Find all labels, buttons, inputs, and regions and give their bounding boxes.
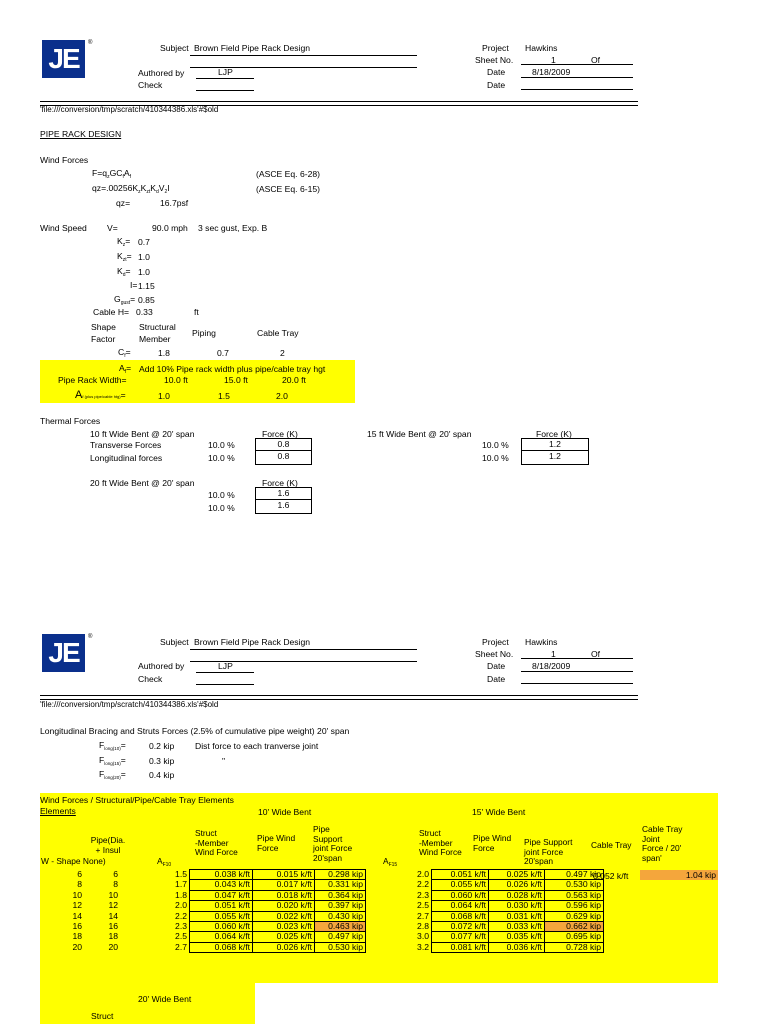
cell-ps10: 0.397 kip — [315, 901, 366, 911]
subject-label: Subject — [160, 43, 189, 53]
eq2-note: (ASCE Eq. 6-15) — [256, 184, 320, 194]
h-pipewind-10: Pipe Wind Force — [257, 833, 296, 853]
thermal-20-force-label: Force (K) — [262, 478, 298, 488]
thermal-title: Thermal Forces — [40, 416, 101, 426]
subject-value-2: Brown Field Pipe Rack Design — [194, 637, 311, 647]
factor-label: $K_{zt}=$ — [117, 251, 132, 263]
bent20-title: 20' Wide Bent — [138, 994, 192, 1004]
thermal-transverse-label: Transverse Forces — [90, 440, 162, 450]
cell-ps15: 0.662 kip — [545, 922, 604, 932]
cell-pw15: 0.030 k/ft — [489, 901, 545, 911]
cell-s15: 0.077 k/ft — [432, 932, 489, 942]
cell-ps10: 0.430 kip — [315, 911, 366, 921]
cf-label: $C_f=$ — [118, 347, 131, 359]
cell-af15: 2.8 — [417, 921, 429, 932]
date-underline — [521, 77, 633, 78]
af-plus-20: 2.0 — [276, 391, 288, 401]
authored-underline — [196, 78, 254, 79]
wind-table-title: Wind Forces / Structural/Pipe/Cable Tray Elements — [40, 795, 234, 805]
cell-af15: 2.7 — [417, 910, 429, 921]
af-plus-label: Af (plus pipe/cable htg)= — [75, 389, 126, 401]
factor-label: Factor — [91, 334, 116, 344]
h-af10: $A_{F10}$ — [157, 856, 172, 868]
table-row — [40, 880, 604, 890]
cell-af15: 3.0 — [417, 931, 429, 942]
shape-label: Shape — [91, 322, 116, 332]
project-label-2: Project — [482, 637, 509, 647]
thermal-10-pct-2: 10.0 % — [208, 453, 235, 463]
af-plus-10: 1.0 — [158, 391, 170, 401]
check-underline — [196, 90, 254, 91]
check-label: Check — [138, 80, 163, 90]
company-logo: JE — [42, 40, 85, 78]
rack-width-label: Pipe Rack Width= — [58, 375, 127, 385]
rack-width-10: 10.0 ft — [164, 375, 188, 385]
cell-pw15: 0.036 k/ft — [489, 942, 545, 952]
cell-w: 18 — [72, 931, 82, 942]
date-value: 8/18/2009 — [532, 67, 571, 77]
subject-underline — [190, 55, 417, 56]
qz-label: qz= — [116, 198, 131, 208]
thermal-10-pct-1: 10.0 % — [208, 440, 235, 450]
cell-pw10: 0.026 k/ft — [253, 942, 315, 952]
cable-h-unit: ft — [194, 307, 199, 317]
h-ct-joint: Cable Tray Joint Force / 20' span' — [642, 824, 683, 863]
of-label-2: Of — [591, 649, 601, 659]
thermal-10-title: 10 ft Wide Bent @ 20' span — [90, 429, 195, 439]
cell-s10: 0.068 k/ft — [190, 942, 253, 952]
cell-ps10: 0.364 kip — [315, 890, 366, 900]
bent20-struct: Struct — [91, 1011, 114, 1021]
cell-ps10: 0.298 kip — [315, 870, 366, 880]
date-value-2: 8/18/2009 — [532, 661, 571, 671]
factor-label: $G_{gust}=$ — [114, 294, 136, 306]
cell-ps10: 0.463 kip — [315, 922, 366, 932]
cell-af10: 2.7 — [175, 941, 187, 952]
h-struct-15: Struct -Member Wind Force — [419, 828, 462, 857]
cell-pw10: 0.020 k/ft — [253, 901, 315, 911]
cable-tray-joint-force: 1.04 kip — [640, 870, 718, 880]
wind-speed-value: 90.0 mph — [152, 223, 188, 233]
thermal-20-pct-1: 10.0 % — [208, 490, 235, 500]
wind-forces-title: Wind Forces — [40, 155, 89, 165]
cf-structural: 1.8 — [158, 348, 170, 358]
cell-pw15: 0.025 k/ft — [489, 870, 545, 880]
check-underline-2 — [196, 684, 254, 685]
cell-pw15: 0.026 k/ft — [489, 880, 545, 890]
h-cable-tray: Cable Tray — [591, 840, 632, 850]
table-row — [40, 942, 604, 952]
cell-w: 20 — [72, 941, 82, 952]
af-note: Add 10% Pipe rack width plus pipe/cable tray hgt — [139, 364, 326, 374]
cell-p: 6 — [113, 869, 118, 879]
cable-h-label: Cable H= — [93, 307, 130, 317]
factor-value: 0.85 — [138, 295, 155, 305]
cell-af15: 2.0 — [417, 869, 429, 879]
sheet-label-2: Sheet No. — [475, 649, 514, 659]
cell-pw10: 0.023 k/ft — [253, 922, 315, 932]
cell-s15: 0.051 k/ft — [432, 870, 489, 880]
cell-w: 12 — [72, 900, 82, 911]
thermal-15-pct-2: 10.0 % — [482, 453, 509, 463]
cell-s10: 0.038 k/ft — [190, 870, 253, 880]
cell-ps10: 0.331 kip — [315, 880, 366, 890]
table-row — [40, 932, 604, 942]
cell-af10: 2.3 — [175, 921, 187, 932]
member-label: Member — [139, 334, 171, 344]
cell-s10: 0.047 k/ft — [190, 890, 253, 900]
cell-ps15: 0.695 kip — [545, 932, 604, 942]
cell-w: 16 — [72, 921, 82, 932]
file-path-2: 'file:///conversion/tmp/scratch/410344386.xls'#$old — [40, 700, 219, 709]
wind-speed-v: V= — [107, 223, 118, 233]
registered-mark: ® — [88, 40, 93, 46]
elements-label: Elements — [40, 806, 76, 816]
cell-pw10: 0.017 k/ft — [253, 880, 315, 890]
project-label: Project — [482, 43, 509, 53]
authored-label-2: Authored by — [138, 661, 185, 671]
table-row — [40, 870, 604, 880]
cell-pw10: 0.015 k/ft — [253, 870, 315, 880]
eq1: $F=q_zGC_fA_f$ — [92, 168, 131, 180]
cell-s15: 0.064 k/ft — [432, 901, 489, 911]
cell-w: 14 — [72, 910, 82, 921]
piping-label: Piping — [192, 328, 216, 338]
cell-ps15: 0.563 kip — [545, 890, 604, 900]
factor-label: $K_z=$ — [117, 236, 131, 248]
factor-value: 1.0 — [138, 267, 150, 277]
date2-label: Date — [487, 80, 506, 90]
thermal-longitudinal-label: Longitudinal forces — [90, 453, 163, 463]
cell-p: 12 — [108, 900, 118, 911]
sheet-underline-2 — [521, 658, 633, 659]
cell-p: 20 — [108, 941, 118, 952]
thermal-10-force-1: 0.8 — [255, 438, 312, 451]
thermal-20-force-1: 1.6 — [255, 487, 312, 500]
cell-p: 18 — [108, 931, 118, 942]
flong-label: $F_{long(10)}=$ — [99, 740, 126, 751]
table-row — [40, 922, 604, 932]
thermal-15-title: 15 ft Wide Bent @ 20' span — [367, 429, 472, 439]
h-pipewind-15: Pipe Wind Force — [473, 833, 512, 853]
cf-cable-tray: 2 — [280, 348, 285, 358]
cell-af15: 2.3 — [417, 889, 429, 900]
wind-forces-table — [40, 869, 604, 953]
eq1-note: (ASCE Eq. 6-28) — [256, 169, 320, 179]
thermal-15-force-1: 1.2 — [521, 438, 589, 451]
date-label-2: Date — [487, 661, 506, 671]
cell-af10: 2.0 — [175, 900, 187, 911]
cell-s15: 0.055 k/ft — [432, 880, 489, 890]
cell-s15: 0.068 k/ft — [432, 911, 489, 921]
af-plus-15: 1.5 — [218, 391, 230, 401]
factor-value: 1.15 — [138, 281, 155, 291]
cell-s10: 0.064 k/ft — [190, 932, 253, 942]
date-label: Date — [487, 67, 506, 77]
authored-label: Authored by — [138, 68, 185, 78]
file-path: 'file:///conversion/tmp/scratch/410344386.xls'#$old — [40, 105, 219, 114]
table-row — [40, 890, 604, 900]
h-struct-10: Struct -Member Wind Force — [195, 828, 238, 857]
cell-w: 6 — [77, 869, 82, 879]
table-row — [40, 901, 604, 911]
cell-af15: 2.2 — [417, 879, 429, 890]
thermal-15-force-label: Force (K) — [536, 429, 572, 439]
cell-pw15: 0.031 k/ft — [489, 911, 545, 921]
cell-ps15: 0.728 kip — [545, 942, 604, 952]
thermal-10-force-2: 0.8 — [255, 450, 312, 465]
cell-pw10: 0.022 k/ft — [253, 911, 315, 921]
sheet-no: 1 — [551, 55, 556, 65]
cell-pw10: 0.025 k/ft — [253, 932, 315, 942]
flong-label: $F_{long(15)}=$ — [99, 755, 126, 766]
flong-label: $F_{long(20)}=$ — [99, 769, 126, 780]
cell-pw15: 0.033 k/ft — [489, 922, 545, 932]
check-label-2: Check — [138, 674, 163, 684]
cell-w: 10 — [72, 889, 82, 900]
flong-value: 0.3 kip — [149, 756, 175, 766]
authored-value: LJP — [218, 67, 233, 77]
subject-underline-p2 — [190, 649, 417, 650]
bent10-label: 10' Wide Bent — [258, 807, 312, 817]
cell-af10: 2.5 — [175, 931, 187, 942]
factor-value: 1.0 — [138, 252, 150, 262]
cell-s15: 0.081 k/ft — [432, 942, 489, 952]
authored-underline-2 — [196, 672, 254, 673]
thermal-15-pct-1: 10.0 % — [482, 440, 509, 450]
cell-ps15: 0.497 kip — [545, 870, 604, 880]
h-af15: $A_{F15}$ — [383, 856, 398, 868]
table-row — [40, 911, 604, 921]
sheet-underline — [521, 64, 633, 65]
factor-label: I= — [130, 280, 138, 290]
thermal-20-title: 20 ft Wide Bent @ 20' span — [90, 478, 195, 488]
date2-underline-2 — [521, 683, 633, 684]
cell-s15: 0.060 k/ft — [432, 890, 489, 900]
project-value-2: Hawkins — [525, 637, 558, 647]
structural-label: Structural — [139, 322, 176, 332]
longitudinal-title: Longitudinal Bracing and Struts Forces (2.5% of cumulative pipe weight) 20' span — [40, 726, 350, 736]
registered-mark-2: ® — [88, 634, 93, 640]
thermal-20-force-2: 1.6 — [255, 499, 312, 514]
wind-speed-note: 3 sec gust, Exp. B — [198, 223, 268, 233]
subject-value: Brown Field Pipe Rack Design — [194, 43, 311, 53]
date2-underline — [521, 89, 633, 90]
thermal-10-force-label: Force (K) — [262, 429, 298, 439]
cell-p: 14 — [108, 910, 118, 921]
h-pipesup-15: Pipe Support joint Force 20'span — [524, 837, 573, 866]
flong-value: 0.2 kip — [149, 741, 175, 751]
cell-pw10: 0.018 k/ft — [253, 890, 315, 900]
wind-speed-label: Wind Speed — [40, 223, 87, 233]
sheet-no-2: 1 — [551, 649, 556, 659]
rack-width-15: 15.0 ft — [224, 375, 248, 385]
cell-p: 16 — [108, 921, 118, 932]
cell-p: 8 — [113, 879, 118, 890]
factor-value: 0.7 — [138, 237, 150, 247]
flong-note: Dist force to each tranverse joint — [195, 741, 319, 751]
rack-width-20: 20.0 ft — [282, 375, 306, 385]
cell-pw15: 0.035 k/ft — [489, 932, 545, 942]
factor-label: $K_d=$ — [117, 266, 131, 278]
cable-tray-label: Cable Tray — [257, 328, 299, 338]
thermal-20-pct-2: 10.0 % — [208, 503, 235, 513]
sheet-label: Sheet No. — [475, 55, 514, 65]
thermal-15-force-2: 1.2 — [521, 450, 589, 465]
cell-ps15: 0.530 kip — [545, 880, 604, 890]
cell-ps15: 0.596 kip — [545, 901, 604, 911]
authored-value-2: LJP — [218, 661, 233, 671]
cell-af15: 3.2 — [417, 941, 429, 952]
cell-af10: 2.2 — [175, 910, 187, 921]
company-logo-2: JE — [42, 634, 85, 672]
cell-ps15: 0.629 kip — [545, 911, 604, 921]
date-underline-2 — [521, 671, 633, 672]
cable-tray-value: 0.052 k/ft — [593, 871, 629, 881]
cell-s10: 0.055 k/ft — [190, 911, 253, 921]
cf-piping: 0.7 — [217, 348, 229, 358]
date2-label-2: Date — [487, 674, 506, 684]
cable-h-value: 0.33 — [136, 307, 153, 317]
page-title: PIPE RACK DESIGN — [40, 129, 122, 139]
af-label: $A_f=$ — [119, 363, 132, 375]
cell-af10: 1.5 — [175, 869, 187, 879]
qz-value: 16.7psf — [160, 198, 189, 208]
eq2: $qz=.00256K_zK_{zt}K_dV_2I$ — [92, 183, 170, 195]
cell-af15: 2.5 — [417, 900, 429, 911]
flong-note: " — [222, 756, 226, 766]
cell-w: 8 — [77, 879, 82, 890]
cell-ps10: 0.530 kip — [315, 942, 366, 952]
cell-p: 10 — [108, 889, 118, 900]
cell-s10: 0.060 k/ft — [190, 922, 253, 932]
cell-af10: 1.7 — [175, 879, 187, 890]
project-value: Hawkins — [525, 43, 558, 53]
of-label: Of — [591, 55, 601, 65]
h-pipesup-10: Pipe Support joint Force 20'span — [313, 824, 353, 863]
cell-s10: 0.051 k/ft — [190, 901, 253, 911]
bent15-label: 15' Wide Bent — [472, 807, 526, 817]
cell-af10: 1.8 — [175, 889, 187, 900]
h-pipe-dia: Pipe(Dia. + Insul — [90, 835, 126, 855]
flong-value: 0.4 kip — [149, 770, 175, 780]
cell-pw15: 0.028 k/ft — [489, 890, 545, 900]
cell-ps10: 0.497 kip — [315, 932, 366, 942]
h-wshape: W - Shape None) — [41, 856, 106, 866]
subject-label-2: Subject — [160, 637, 189, 647]
cell-s15: 0.072 k/ft — [432, 922, 489, 932]
cell-s10: 0.043 k/ft — [190, 880, 253, 890]
header-divider — [40, 101, 638, 106]
